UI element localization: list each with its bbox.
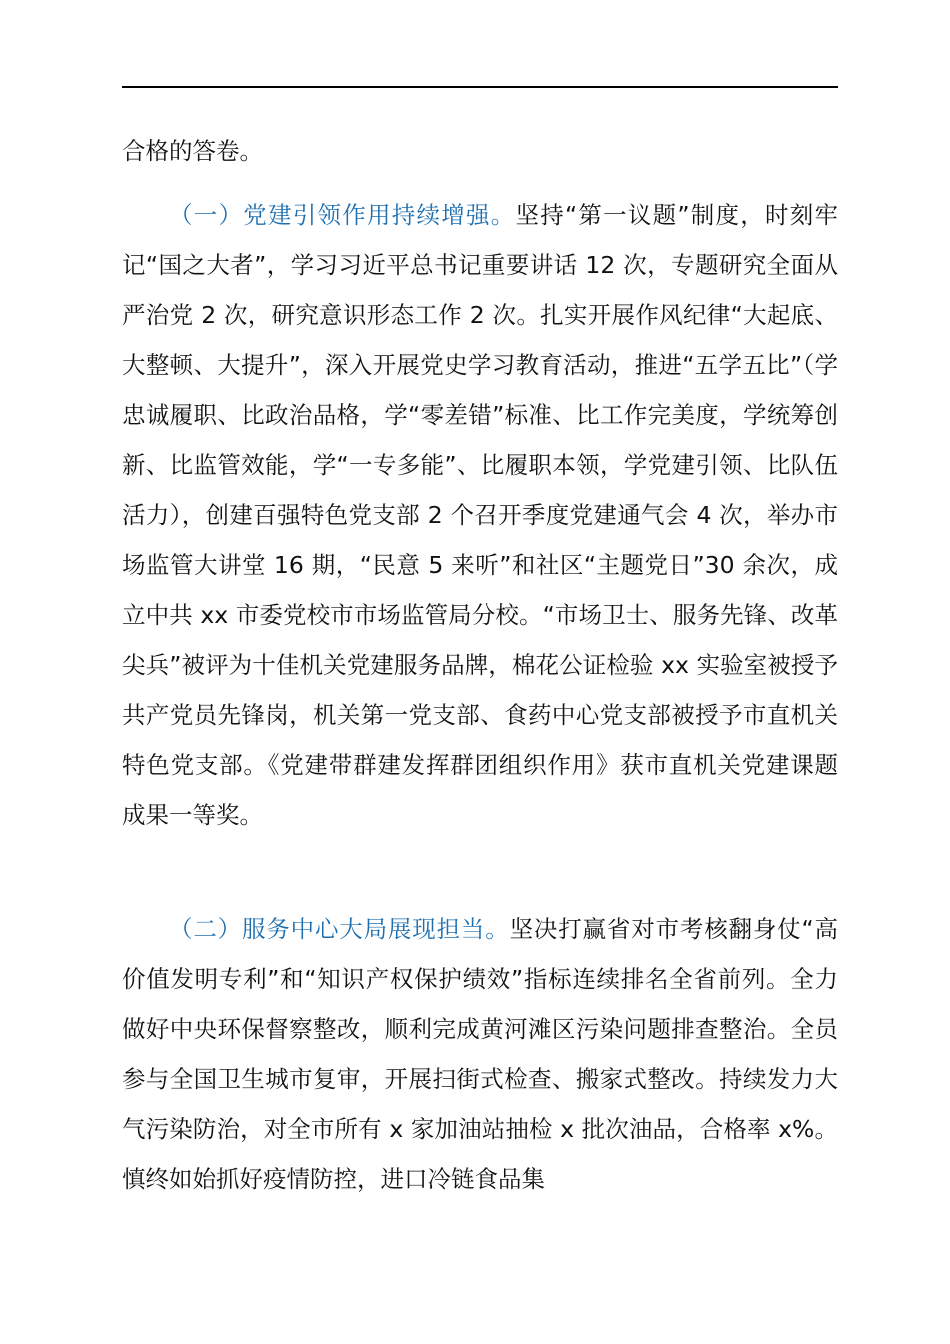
section-two: [122, 904, 838, 1204]
section-one-paragraph: [122, 190, 838, 840]
section-one-body: 坚持“第一议题”制度，时刻牢记“国之大者”，学习习近平总书记重要讲话 12 次，专题研究全面从严治党 2 次，研究意识形态工作 2 次。扎实开展作风纪律“大起底、大整顿、大提升”，深入开展党史学习教育活动，推进“五学五比”（学忠诚履职、比政治品格，学“零差错”标准、比工作完美度，学统筹创新、比监管效能，学“一专多能”、比履职本领，学党建引领、比队伍活力），创建百强特色党支部 2 个召开季度党建通气会 4 次，举办市场监管大讲堂 16 期，“民意 5 来听”和社区“主题党日”30 余次，成立中共 xx 市委党校市市场监管局分校。“市场卫士、服务先锋、改革尖兵”被评为十佳机关党建服务品牌，棉花公证检验 xx 实验室被授予共产党员先锋岗，机关第一党支部、食药中心党支部被授予市直机关特色党支部。《党建带群建发挥群团组织作用》获市直机关党建课题成果一等奖。: [122, 201, 838, 829]
header-rule: [122, 86, 838, 88]
section-two-paragraph: [122, 904, 838, 1204]
continued-text: 合格的答卷。: [122, 137, 263, 165]
section-one: [122, 190, 838, 840]
section-two-heading: （二）服务中心大局展现担当。: [169, 915, 510, 943]
section-two-body: 坚决打赢省对市考核翻身仗“高价值发明专利”和“知识产权保护绩效”指标连续排名全省前列。全力做好中央环保督察整改，顺利完成黄河滩区污染问题排查整治。全员参与全国卫生城市复审，开展扫街式检查、搬家式整改。持续发力大气污染防治，对全市所有 x 家加油站抽检 x 批次油品，合格率 x%。慎终如始抓好疫情防控，进口冷链食品集: [122, 915, 838, 1193]
continued-paragraph: [122, 126, 838, 176]
section-one-heading: （一）党建引领作用持续增强。: [169, 201, 516, 229]
